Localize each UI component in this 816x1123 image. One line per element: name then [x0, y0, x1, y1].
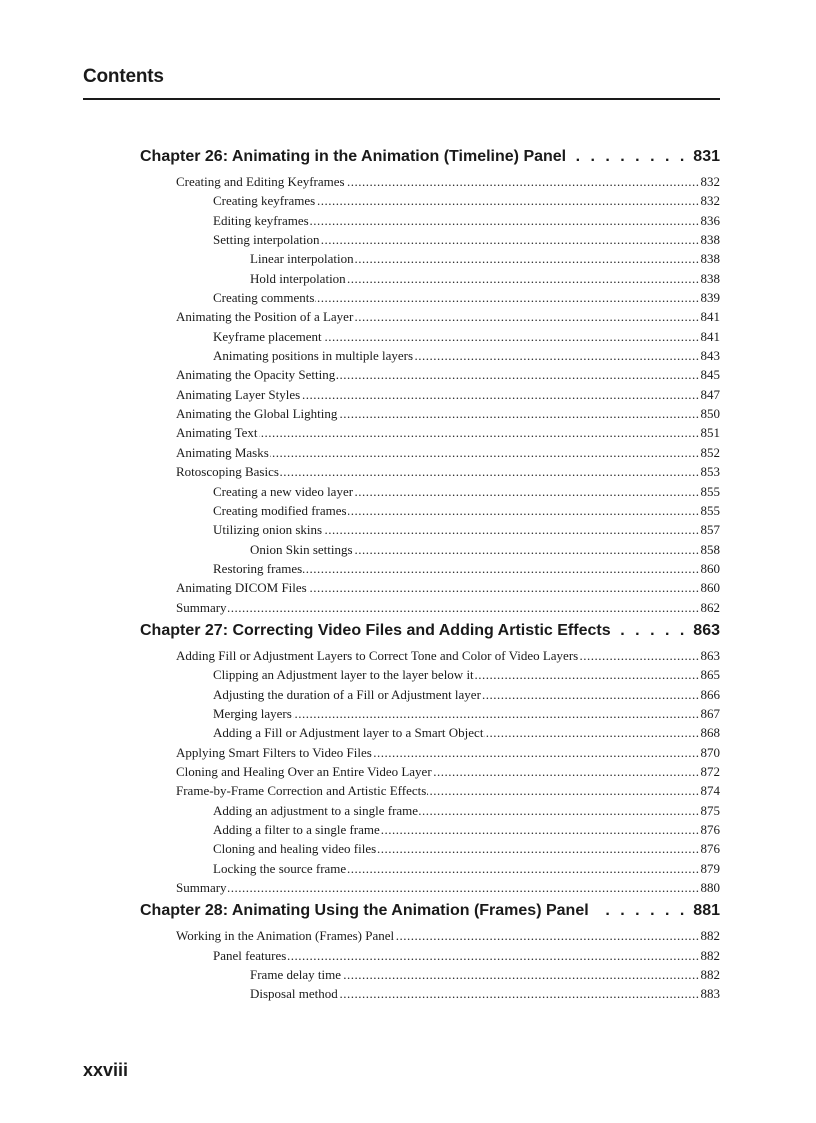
dot-leader — [336, 367, 699, 383]
toc-page-number: 876 — [700, 822, 720, 837]
toc-entry-title: Animating the Position of a Layer — [176, 309, 354, 325]
toc-entry — [140, 948, 720, 967]
toc-page-number: 866 — [700, 686, 720, 702]
dot-leader — [228, 880, 700, 896]
toc-entry — [140, 783, 720, 802]
toc-entry-title: Creating and Editing Keyframes — [176, 174, 345, 189]
dot-leader — [270, 445, 700, 461]
toc-entry-title: Creating comments — [213, 290, 315, 306]
dot-leader — [342, 967, 700, 983]
dot-leader — [433, 764, 700, 780]
toc-entry-title: Chapter 26: Animating in the Animation (Timeline) Panel — [140, 148, 567, 165]
toc-entry-title: Summary — [176, 599, 227, 615]
toc-entry — [140, 580, 720, 599]
toc-page-number: 855 — [700, 483, 720, 499]
dot-leader — [354, 309, 699, 325]
dot-leader — [427, 783, 699, 799]
toc-page-number: 874 — [700, 783, 720, 799]
toc-entry-title: Adding Fill or Adjustment Layers to Correct Tone and Color of Video Layers — [176, 647, 579, 663]
toc-entry-title: Creating modified frames — [213, 502, 347, 518]
toc-entry — [140, 745, 720, 764]
toc-page-number: 879 — [700, 860, 720, 876]
toc-entry — [140, 880, 720, 899]
dot-leader — [280, 464, 700, 480]
toc-entry — [140, 803, 720, 822]
toc-page-number: 853 — [700, 464, 720, 480]
toc-entry-title: Animating DICOM Files — [176, 580, 307, 596]
toc-page-number: 860 — [700, 560, 720, 576]
dot-leader — [339, 986, 700, 1002]
toc-entry-title: Hold interpolation — [250, 270, 346, 286]
toc-entry — [140, 967, 720, 986]
dot-leader — [354, 484, 699, 500]
toc-page-number: 841 — [700, 309, 720, 325]
toc-chapter-heading — [140, 902, 720, 928]
dot-leader — [308, 580, 700, 596]
toc-entry — [140, 251, 720, 270]
toc-entry-title: Animating the Opacity Setting — [176, 367, 336, 383]
toc-entry-title: Animating Masks — [176, 444, 269, 460]
toc-entry-title: Frame delay time — [250, 967, 341, 983]
dot-leader — [301, 387, 699, 403]
toc-entry-title: Adding a filter to a single frame — [213, 822, 380, 837]
toc-page-number: 862 — [700, 599, 720, 615]
toc-entry — [140, 706, 720, 725]
dot-leader — [579, 648, 699, 664]
toc-page-number: 868 — [700, 725, 720, 741]
toc-entry-title: Chapter 27: Correcting Video Files and Adding Artistic Effects — [140, 621, 611, 639]
toc-entry-title: Working in the Animation (Frames) Panel — [176, 928, 395, 944]
toc-entry-title: Linear interpolation — [250, 251, 354, 267]
toc-page-number: 860 — [700, 580, 720, 596]
toc-page-number: 882 — [700, 947, 720, 963]
toc-entry — [140, 425, 720, 444]
toc-entry — [140, 725, 720, 744]
toc-entry-title: Cloning and healing video files — [213, 841, 377, 857]
toc-page-number: 858 — [700, 541, 720, 557]
toc-page-number: 863 — [693, 621, 720, 639]
toc-page-number: 839 — [700, 290, 720, 306]
dot-leader — [348, 503, 700, 519]
toc-entry — [140, 764, 720, 783]
toc-page-number: 880 — [700, 880, 720, 896]
toc-entry — [140, 174, 720, 193]
dot-leader — [323, 522, 699, 538]
toc-entry-title: Editing keyframes — [213, 212, 309, 228]
dot-leader — [414, 348, 699, 364]
toc-entry — [140, 522, 720, 541]
dot-leader — [572, 148, 687, 166]
toc-page-number: 863 — [700, 647, 720, 663]
toc-entry-title: Cloning and Healing Over an Entire Video Layer — [176, 763, 432, 779]
toc-page-number: 852 — [700, 444, 720, 460]
toc-page-number: 841 — [700, 328, 720, 344]
dot-leader — [228, 600, 700, 616]
toc-page-number: 838 — [700, 232, 720, 248]
toc-page-number: 876 — [700, 841, 720, 857]
toc-entry — [140, 484, 720, 503]
toc-entry-title: Animating the Global Lighting — [176, 406, 338, 422]
toc-page-number: 865 — [700, 667, 720, 683]
toc-page-number: 882 — [700, 928, 720, 944]
dot-leader — [373, 745, 700, 761]
dot-leader — [482, 687, 700, 703]
toc-entry — [140, 600, 720, 619]
dot-leader — [346, 174, 700, 190]
toc-entry — [140, 464, 720, 483]
toc-entry-title: Rotoscoping Basics — [176, 464, 279, 480]
toc-entry — [140, 542, 720, 561]
dot-leader — [321, 232, 700, 248]
toc-entry-title: Creating a new video layer — [213, 483, 354, 499]
table-of-contents — [140, 148, 720, 1006]
dot-leader — [316, 193, 699, 209]
toc-entry — [140, 348, 720, 367]
toc-entry — [140, 367, 720, 386]
dot-leader — [323, 329, 700, 345]
toc-entry-title: Animating Layer Styles — [176, 386, 301, 402]
toc-entry-title: Creating keyframes — [213, 193, 316, 209]
toc-page-number: 855 — [700, 502, 720, 518]
dot-leader — [315, 290, 699, 306]
toc-page-number: 836 — [700, 212, 720, 228]
toc-chapter-heading — [140, 622, 720, 648]
toc-entry — [140, 406, 720, 425]
toc-page-number: 843 — [700, 348, 720, 364]
toc-entry — [140, 667, 720, 686]
toc-entry — [140, 445, 720, 464]
dot-leader — [338, 406, 699, 422]
toc-entry-title: Restoring frames — [213, 560, 303, 576]
dot-leader — [293, 706, 700, 722]
toc-entry-title: Locking the source frame — [213, 860, 347, 876]
toc-entry — [140, 387, 720, 406]
toc-entry-title: Clipping an Adjustment layer to the layer below it — [213, 667, 474, 683]
toc-entry — [140, 503, 720, 522]
toc-entry — [140, 841, 720, 860]
dot-leader — [617, 622, 688, 640]
toc-entry — [140, 309, 720, 328]
toc-page-number: 882 — [700, 967, 720, 983]
dot-leader — [355, 251, 700, 267]
toc-entry-title: Adding an adjustment to a single frame — [213, 802, 419, 818]
toc-entry-title: Adding a Fill or Adjustment layer to a Smart Object — [213, 725, 484, 741]
toc-entry — [140, 290, 720, 309]
toc-page-number: 847 — [700, 386, 720, 402]
toc-entry — [140, 193, 720, 212]
toc-page-number: 872 — [700, 763, 720, 779]
toc-page-number: 870 — [700, 744, 720, 760]
toc-entry-title: Onion Skin settings — [250, 541, 353, 557]
toc-chapter-heading — [140, 148, 720, 174]
dot-leader — [354, 542, 700, 558]
dot-leader — [347, 861, 699, 877]
toc-page-number: 838 — [700, 270, 720, 286]
toc-entry — [140, 232, 720, 251]
page-number: xxviii — [83, 1060, 129, 1080]
dot-leader — [310, 213, 700, 229]
toc-entry — [140, 928, 720, 947]
toc-entry-title: Adjusting the duration of a Fill or Adjustment layer — [213, 686, 481, 702]
toc-entry-title: Panel features — [213, 947, 287, 963]
dot-leader — [475, 667, 700, 683]
dot-leader — [395, 928, 699, 944]
toc-entry-title: Frame-by-Frame Correction and Artistic Effects — [176, 783, 427, 799]
dot-leader — [484, 725, 699, 741]
toc-page-number: 857 — [700, 522, 720, 538]
toc-page-number: 867 — [700, 705, 720, 721]
toc-page-number: 831 — [693, 148, 720, 165]
dot-leader — [419, 803, 699, 819]
toc-entry — [140, 822, 720, 841]
toc-entry — [140, 861, 720, 880]
running-head-title: Contents — [83, 66, 164, 87]
toc-page-number: 881 — [693, 902, 720, 920]
dot-leader — [259, 425, 700, 441]
dot-leader — [377, 841, 699, 857]
toc-page-number: 851 — [700, 425, 720, 441]
toc-page-number: 850 — [700, 406, 720, 422]
toc-entry-title: Animating positions in multiple layers — [213, 348, 414, 364]
toc-entry — [140, 329, 720, 348]
toc-page-number: 838 — [700, 251, 720, 267]
toc-entry — [140, 213, 720, 232]
toc-page-number: 845 — [700, 367, 720, 383]
toc-entry-title: Summary — [176, 880, 227, 896]
toc-entry — [140, 986, 720, 1005]
toc-entry-title: Utilizing onion skins — [213, 522, 323, 538]
toc-entry — [140, 271, 720, 290]
toc-page-number: 875 — [700, 802, 720, 818]
toc-entry-title: Animating Text — [176, 425, 258, 441]
dot-leader — [303, 561, 699, 577]
dot-leader — [287, 948, 699, 964]
dot-leader — [595, 902, 688, 920]
dot-leader — [347, 271, 700, 287]
toc-entry-title: Setting interpolation — [213, 232, 320, 248]
toc-entry — [140, 687, 720, 706]
toc-entry-title: Disposal method — [250, 986, 338, 1002]
toc-entry — [140, 648, 720, 667]
toc-entry-title: Keyframe placement — [213, 328, 322, 344]
dot-leader — [381, 822, 700, 838]
toc-entry — [140, 561, 720, 580]
toc-page-number: 883 — [700, 986, 720, 1002]
toc-entry-title: Applying Smart Filters to Video Files — [176, 744, 372, 760]
toc-page-number: 832 — [700, 193, 720, 209]
toc-entry-title: Chapter 28: Animating Using the Animation (Frames) Panel — [140, 902, 589, 920]
toc-entry-title: Merging layers — [213, 705, 292, 721]
toc-page-number: 832 — [700, 174, 720, 189]
header-rule — [83, 98, 720, 100]
